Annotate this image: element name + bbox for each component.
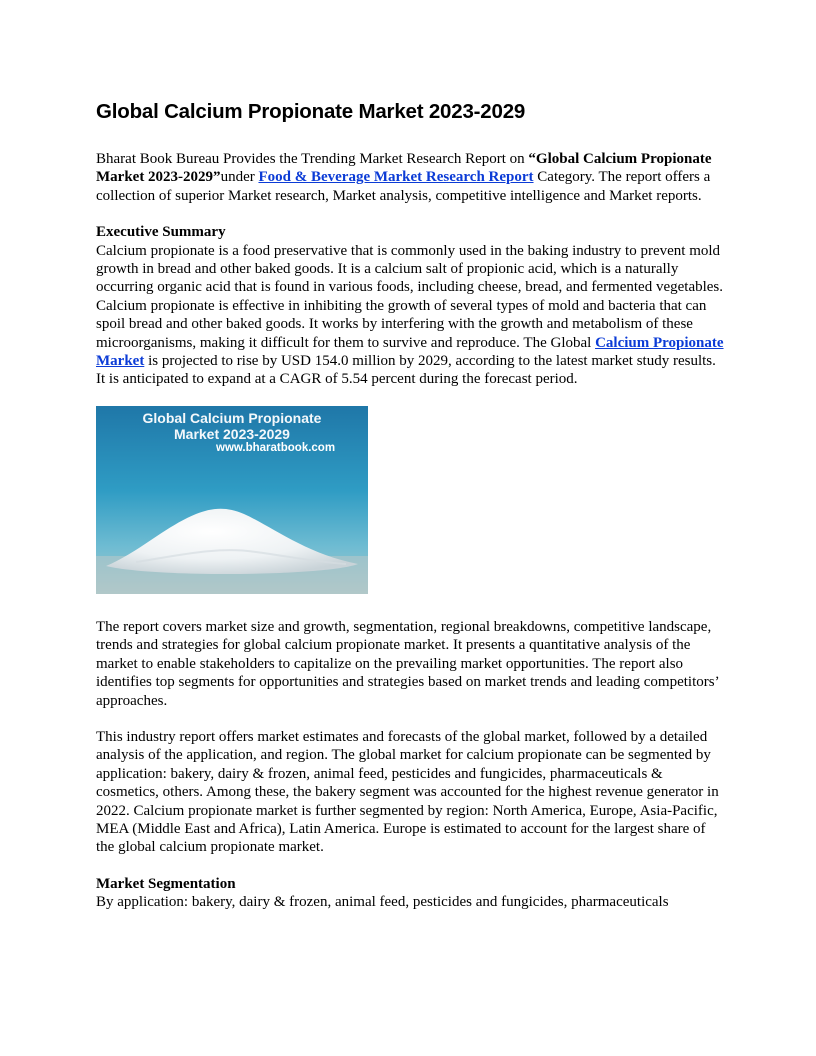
report-name: “Global Calcium Propionate Market 2023-2029” bbox=[96, 151, 712, 186]
intro-text-3: Category. The report offers a collection of superior Market research, Market analysis, competitive intelligence and Market reports. bbox=[96, 169, 711, 204]
market-segmentation-heading: Market Segmentation bbox=[96, 875, 236, 892]
cover-title-line-1: Global Calcium Propionate bbox=[142, 409, 322, 426]
food-beverage-report-link[interactable]: Food & Beverage Market Research Report bbox=[258, 169, 534, 186]
intro-text-2: under bbox=[220, 169, 259, 186]
intro-text-1: Bharat Book Bureau Provides the Trending Market Research Report on bbox=[96, 151, 529, 167]
page-title: Global Calcium Propionate Market 2023-2029 bbox=[96, 100, 526, 123]
report-cover-image bbox=[96, 406, 368, 594]
executive-summary-heading: Executive Summary bbox=[96, 224, 226, 241]
executive-text-1: Calcium propionate is a food preservative that is commonly used in the baking industry to prevent mold growth in bread and other baked goods. It is a calcium salt of propionic acid, which is a naturally occurring organic acid that is found in various foods, including cheese, bread, and fermented vegetables. Calcium propionate is effective in inhibiting the growth of several types of mold and bacteria that can spoil bread and other baked goods. It works by interfering with the growth and metabolism of these microorganisms, making it difficult for them to survive and reproduce. The Global bbox=[96, 242, 724, 351]
market-segmentation-text: By application: bakery, dairy & frozen, animal feed, pesticides and fungicides, pharmaceuticals bbox=[96, 894, 669, 911]
industry-paragraph: This industry report offers market estimates and forecasts of the global market, followed by a detailed analysis of the application, and region. The global market for calcium propionate can be segmented by application: bakery, dairy & frozen, animal feed, pesticides and fungicides, pharmaceuticals & cosmetics, others. Among these, the bakery segment was accounted for the highest revenue generator in 2022. Calcium propionate market is further segmented by region: North America, Europe, Asia-Pacific, MEA (Middle East and Africa), Latin America. Europe is estimated to account for the largest share of the global calcium propionate market. bbox=[96, 728, 719, 856]
executive-summary-paragraph bbox=[96, 242, 726, 389]
intro-paragraph bbox=[96, 150, 726, 205]
cover-website: www.bharatbook.com bbox=[216, 441, 336, 454]
document-page bbox=[96, 96, 726, 912]
cover-title-line-2: Market 2023-2029 bbox=[174, 425, 290, 442]
calcium-propionate-market-link[interactable]: Calcium Propionate Market bbox=[96, 334, 724, 370]
executive-text-2: is projected to rise by USD 154.0 million by 2029, according to the latest market study results. It is anticipated to expand at a CAGR of 5.54 percent during the forecast period. bbox=[96, 353, 716, 388]
coverage-paragraph: The report covers market size and growth, segmentation, regional breakdowns, competitive landscape, trends and strategies for global calcium propionate market. It presents a quantitative analysis of the market to enable stakeholders to capitalize on the prevailing market opportunities. The report also identifies top segments for opportunities and strategies based on market trends and leading competitors’ approaches. bbox=[96, 618, 719, 709]
